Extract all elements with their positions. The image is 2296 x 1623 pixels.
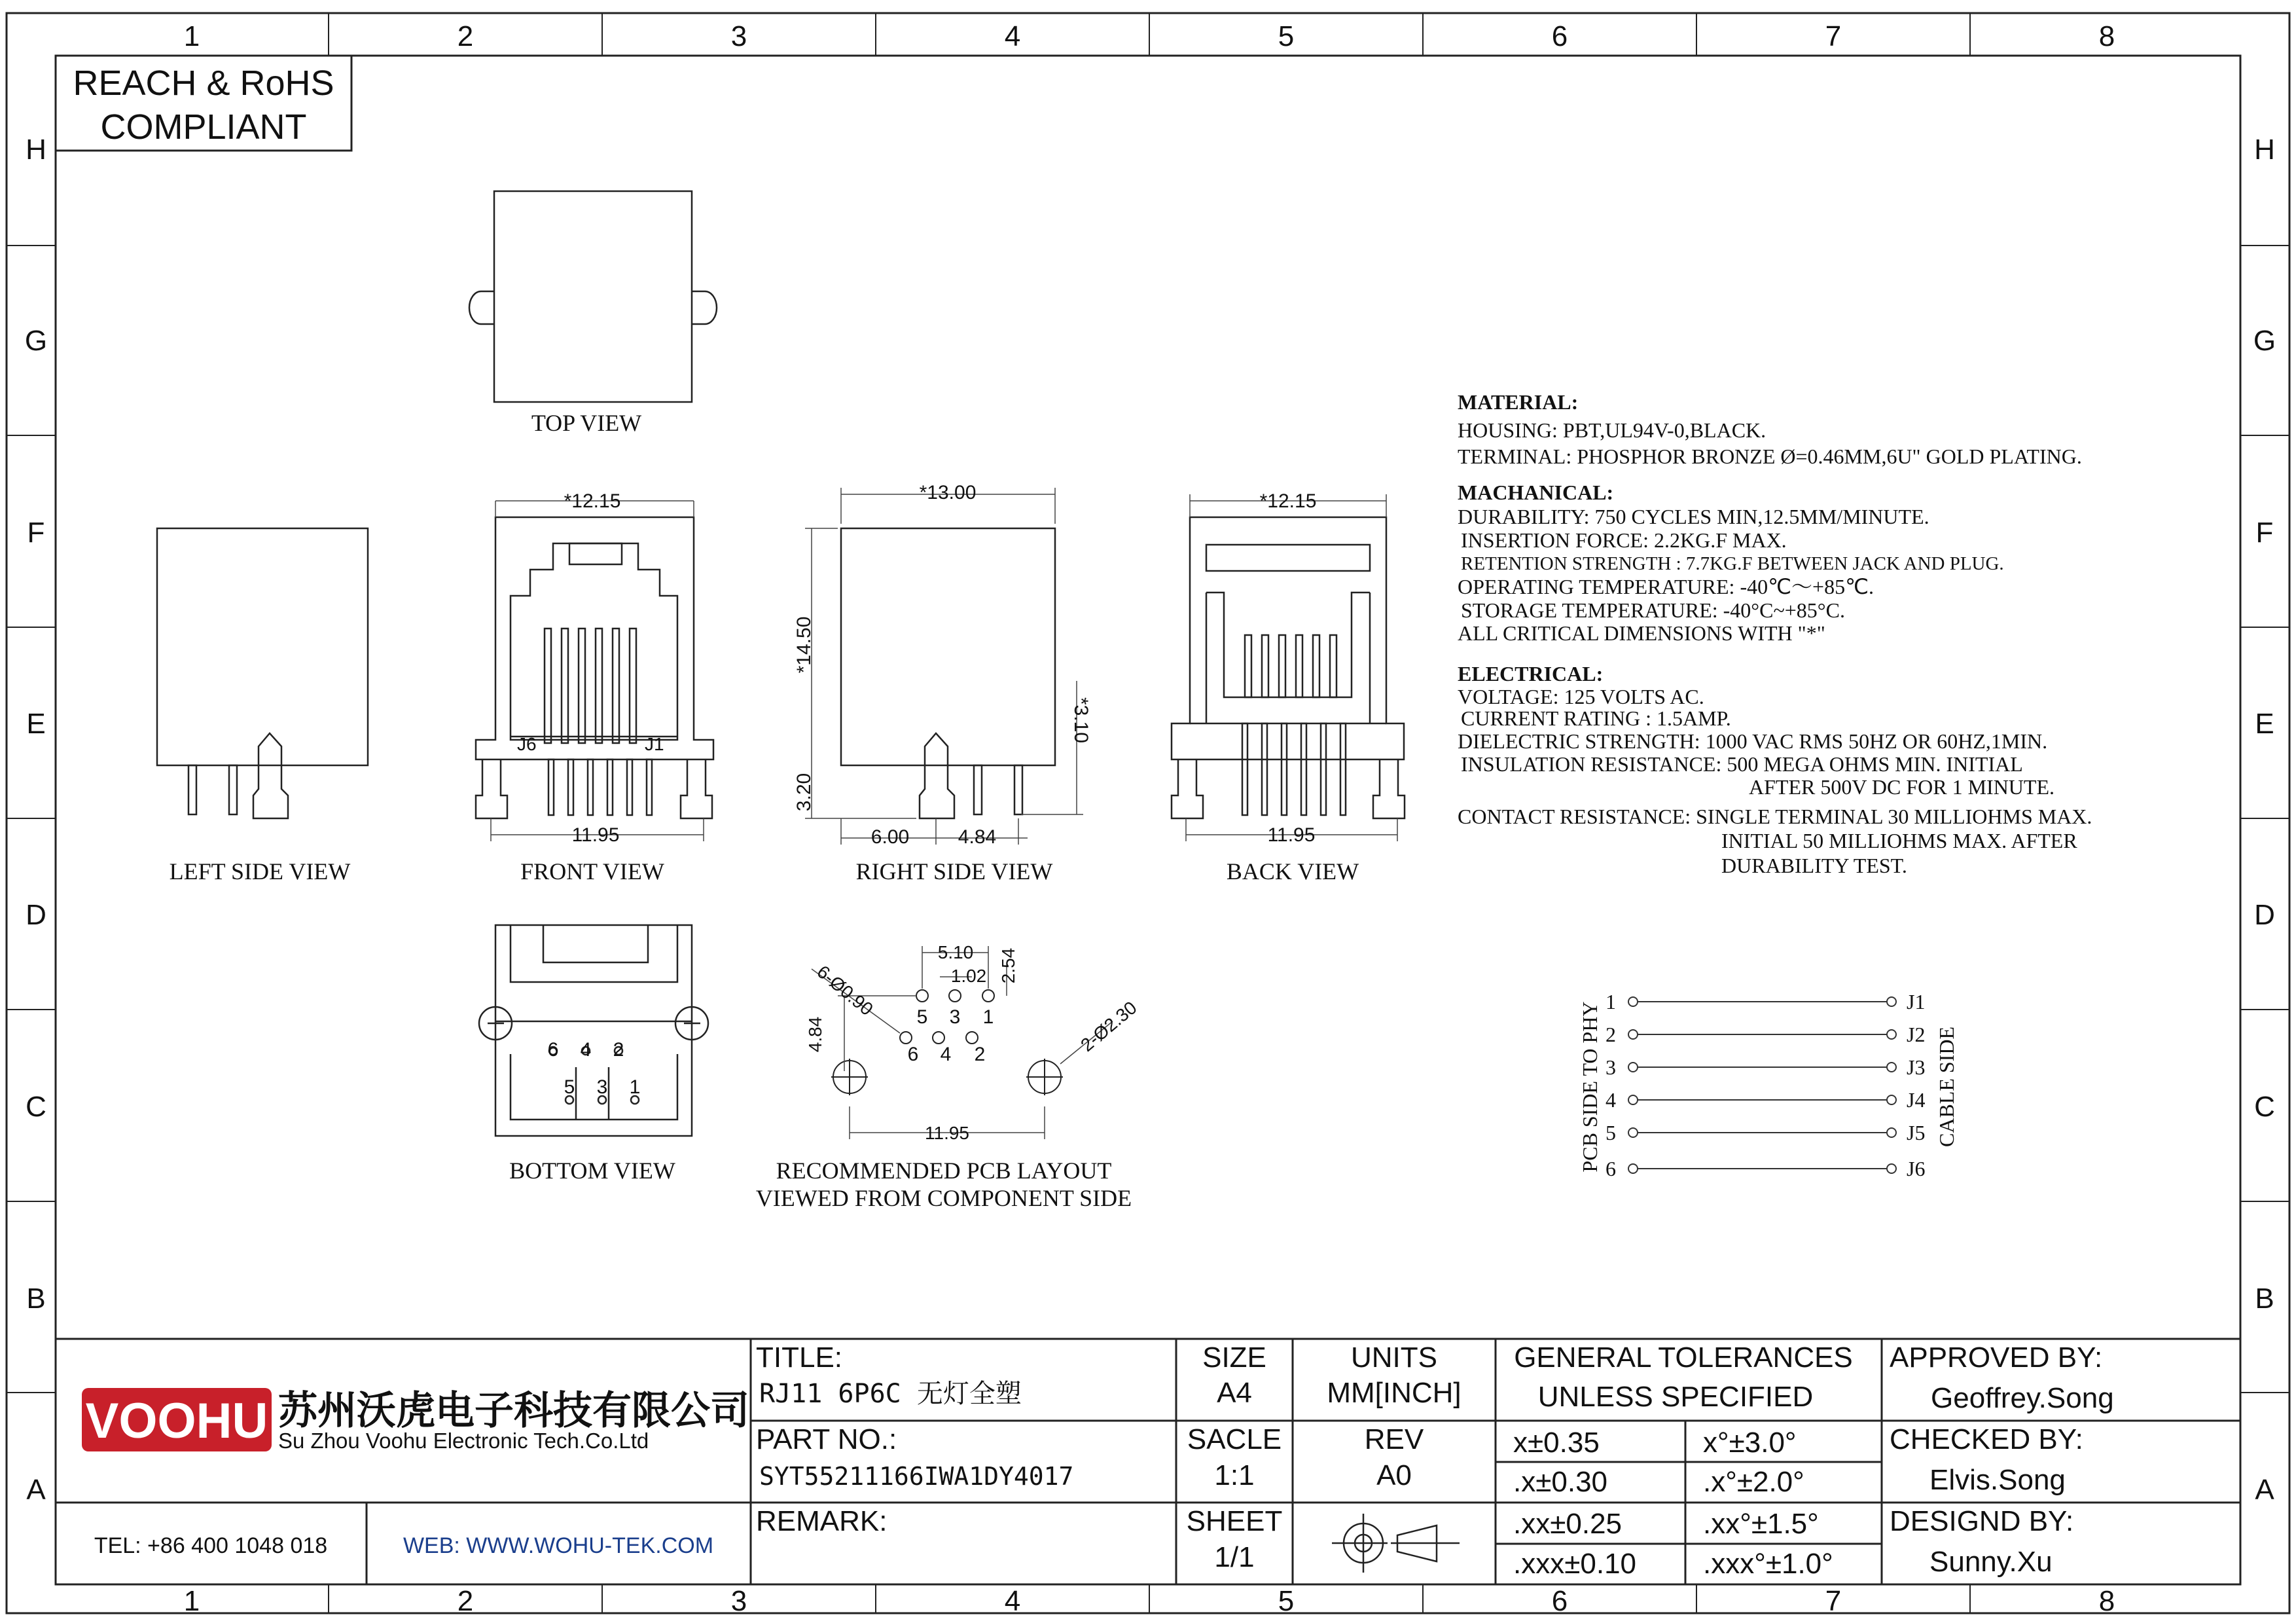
spec-current: CURRENT RATING : 1.5AMP. (1461, 706, 1731, 730)
row-label: A (2255, 1474, 2274, 1506)
col-label: 7 (1825, 1585, 1842, 1617)
checked-by-value: Elvis.Song (1929, 1464, 2066, 1496)
dim-right-board: 3.20 (793, 773, 815, 812)
row-label: E (26, 708, 46, 740)
approved-by-label: APPROVED BY: (1890, 1341, 2103, 1374)
projection-symbol-icon (1332, 1514, 1460, 1573)
front-j6-label: J6 (517, 734, 537, 754)
wiring-jack-label: J1 (1907, 990, 1926, 1013)
right-side-view-dims (805, 488, 1083, 845)
pin-number: 3 (949, 1006, 961, 1028)
size-label: SIZE (1202, 1341, 1266, 1374)
size-value: A4 (1217, 1377, 1252, 1409)
wiring-pin-label: 5 (1605, 1121, 1616, 1144)
tolerance-cell: .xx°±1.5° (1703, 1508, 1819, 1540)
scale-value: 1:1 (1214, 1459, 1255, 1491)
dim-pcb-102: 1.02 (950, 966, 987, 986)
left-side-view-label: LEFT SIDE VIEW (169, 858, 351, 884)
row-label: F (27, 517, 45, 549)
compliance-line2: COMPLIANT (100, 107, 307, 147)
pin-number: 5 (564, 1076, 575, 1098)
wiring-pcb-side-label: PCB SIDE TO PHY (1578, 1001, 1602, 1173)
spec-retention: RETENTION STRENGTH : 7.7KG.F BETWEEN JACK AND PLUG. (1461, 553, 2004, 574)
col-label: 1 (183, 1585, 200, 1617)
front-view (476, 517, 713, 818)
units-label: UNITS (1351, 1341, 1437, 1374)
title-block (56, 1339, 2240, 1584)
wiring-pin-label: 4 (1605, 1088, 1616, 1112)
dim-pcb-1195: 11.95 (925, 1123, 969, 1143)
dim-front-pitch: 11.95 (571, 824, 620, 846)
dim-right-height: *14.50 (793, 616, 815, 674)
row-label: E (2255, 708, 2274, 740)
rev-label: REV (1364, 1423, 1424, 1455)
spec-insertion: INSERTION FORCE: 2.2KG.F MAX. (1461, 528, 1787, 552)
back-view-label: BACK VIEW (1226, 858, 1359, 884)
dim-right-x1: 6.00 (870, 826, 910, 848)
dim-right-pin: *3.10 (1070, 697, 1092, 744)
front-view-dims (491, 501, 704, 841)
pcb-layout-label-1: RECOMMENDED PCB LAYOUT (776, 1158, 1112, 1184)
spec-operating-temp: OPERATING TEMPERATURE: -40℃～+85℃. (1458, 575, 1874, 598)
part-number-value: SYT55211166IWA1DY4017 (759, 1462, 1074, 1491)
row-label: G (24, 325, 48, 357)
tolerance-heading-2: UNLESS SPECIFIED (1537, 1381, 1814, 1413)
front-j1-label: J1 (645, 734, 664, 754)
pin-number: 3 (596, 1076, 608, 1098)
pin-number: 6 (547, 1039, 559, 1061)
wiring-pin-label: 1 (1605, 990, 1616, 1013)
pcb-layout-label-2: VIEWED FROM COMPONENT SIDE (755, 1185, 1132, 1211)
approved-by-value: Geoffrey.Song (1931, 1382, 2114, 1414)
top-view (469, 191, 717, 402)
col-label: 5 (1278, 20, 1295, 52)
bottom-view (479, 925, 708, 1136)
wiring-diagram (1578, 990, 1958, 1180)
row-label: H (2254, 134, 2275, 166)
company-name-en: Su Zhou Voohu Electronic Tech.Co.Ltd (278, 1429, 649, 1453)
pin-number: 2 (974, 1044, 986, 1065)
row-label: B (26, 1283, 46, 1315)
spec-contact: CONTACT RESISTANCE: SINGLE TERMINAL 30 MILLIOHMS MAX. (1458, 805, 2092, 828)
col-label: 8 (2098, 1585, 2115, 1617)
scale-label: SACLE (1187, 1423, 1282, 1455)
compliance-box (56, 56, 351, 151)
row-label: C (2254, 1091, 2275, 1123)
spec-durability: DURABILITY: 750 CYCLES MIN,12.5MM/MINUTE. (1458, 505, 1929, 528)
wiring-pin-label: 6 (1605, 1157, 1616, 1180)
right-side-view (841, 528, 1055, 818)
sheet-value: 1/1 (1214, 1541, 1255, 1573)
right-side-view-label: RIGHT SIDE VIEW (855, 858, 1053, 884)
wiring-pin-label: 3 (1605, 1055, 1616, 1079)
dim-pcb-230: 2-Ø2.30 (1077, 997, 1141, 1056)
spec-storage-temp: STORAGE TEMPERATURE: -40°C~+85°C. (1461, 598, 1845, 622)
company-name-cn: 苏州沃虎电子科技有限公司 (278, 1389, 749, 1432)
spec-critical: ALL CRITICAL DIMENSIONS WITH "*" (1458, 621, 1825, 645)
dim-pcb-090: 6-Ø0.90 (813, 961, 877, 1020)
dim-right-width: *13.00 (919, 482, 977, 503)
units-value: MM[INCH] (1327, 1377, 1462, 1409)
compliance-line1: REACH & RoHS (73, 64, 334, 103)
row-label: B (2255, 1283, 2274, 1315)
front-view-label: FRONT VIEW (520, 858, 664, 884)
tolerance-cell: .xx±0.25 (1513, 1508, 1623, 1540)
pin-number: 4 (940, 1044, 952, 1065)
tolerance-cell: .x±0.30 (1513, 1466, 1608, 1498)
row-label: C (26, 1091, 46, 1123)
tolerance-cell: .xxx°±1.0° (1703, 1548, 1833, 1580)
col-label: 8 (2098, 20, 2115, 52)
dim-back-pitch: 11.95 (1267, 824, 1316, 846)
spec-voltage: VOLTAGE: 125 VOLTS AC. (1458, 685, 1704, 708)
title-label: TITLE: (756, 1341, 843, 1374)
pcb-layout-pins (908, 1006, 994, 1065)
wiring-cable-side-label: CABLE SIDE (1935, 1027, 1958, 1147)
wiring-jack-label: J2 (1907, 1023, 1926, 1046)
wiring-jack-label: J6 (1907, 1157, 1926, 1180)
part-number-label: PART NO.: (756, 1423, 897, 1455)
back-view-dims (1186, 494, 1397, 841)
rev-value: A0 (1376, 1459, 1412, 1491)
spec-dielectric: DIELECTRIC STRENGTH: 1000 VAC RMS 50HZ OR 60HZ,1MIN. (1458, 729, 2048, 753)
col-label: 1 (183, 20, 200, 52)
spec-mechanical-heading: MACHANICAL: (1458, 481, 1614, 504)
col-label: 3 (730, 1585, 747, 1617)
col-label: 7 (1825, 20, 1842, 52)
title-value: RJ11 6P6C 无灯全塑 (759, 1379, 1022, 1409)
pin-number: 1 (629, 1076, 641, 1098)
company-logo-text: VOOHU (85, 1393, 268, 1449)
col-label: 2 (457, 20, 474, 52)
spec-contact-3: DURABILITY TEST. (1721, 854, 1907, 877)
left-side-view (157, 528, 368, 818)
bottom-view-pins (548, 1039, 641, 1098)
row-label: G (2253, 325, 2276, 357)
row-label: D (26, 899, 46, 931)
row-label: H (26, 134, 46, 166)
col-label: 3 (730, 20, 747, 52)
checked-by-label: CHECKED BY: (1890, 1423, 2083, 1455)
spec-contact-2: INITIAL 50 MILLIOHMS MAX. AFTER (1721, 829, 2077, 852)
pin-number: 1 (982, 1006, 994, 1028)
spec-insulation-2: AFTER 500V DC FOR 1 MINUTE. (1749, 775, 2054, 799)
pin-number: 4 (580, 1039, 592, 1061)
sheet-label: SHEET (1186, 1505, 1283, 1537)
back-view (1172, 517, 1405, 818)
specifications (1458, 390, 2092, 877)
bottom-view-label: BOTTOM VIEW (509, 1158, 675, 1184)
wiring-jack-label: J3 (1907, 1055, 1926, 1079)
wiring-jack-label: J4 (1907, 1088, 1926, 1112)
dim-back-width: *12.15 (1259, 490, 1317, 512)
company-web: WEB: WWW.WOHU-TEK.COM (403, 1533, 714, 1558)
company-logo (82, 1388, 272, 1451)
designed-by-value: Sunny.Xu (1929, 1546, 2053, 1578)
wiring-jack-label: J5 (1907, 1121, 1926, 1144)
col-label: 6 (1551, 1585, 1568, 1617)
spec-electrical-heading: ELECTRICAL: (1458, 662, 1604, 685)
spec-housing: HOUSING: PBT,UL94V-0,BLACK. (1458, 418, 1767, 442)
wiring-pin-label: 2 (1605, 1023, 1616, 1046)
pin-number: 5 (916, 1006, 928, 1028)
pin-number: 2 (613, 1039, 624, 1061)
row-label: D (2254, 899, 2275, 931)
tolerance-cell: x°±3.0° (1703, 1427, 1797, 1459)
col-label: 4 (1004, 20, 1021, 52)
dim-pcb-484: 4.84 (805, 1016, 825, 1053)
tolerance-cell: x±0.35 (1513, 1427, 1600, 1459)
dim-front-width: *12.15 (564, 490, 621, 512)
spec-terminal: TERMINAL: PHOSPHOR BRONZE Ø=0.46MM,6U" GOLD PLATING. (1458, 445, 2082, 468)
designed-by-label: DESIGND BY: (1890, 1505, 2074, 1537)
pin-number: 6 (907, 1044, 919, 1065)
tolerance-cell: .xxx±0.10 (1513, 1548, 1637, 1580)
top-view-label: TOP VIEW (531, 410, 642, 436)
remark-label: REMARK: (756, 1505, 888, 1537)
spec-material-heading: MATERIAL: (1458, 390, 1579, 414)
spec-insulation: INSULATION RESISTANCE: 500 MEGA OHMS MIN. INITIAL (1461, 752, 2023, 776)
col-label: 2 (457, 1585, 474, 1617)
dim-right-x2: 4.84 (958, 826, 997, 848)
col-label: 6 (1551, 20, 1568, 52)
company-tel: TEL: +86 400 1048 018 (94, 1533, 328, 1558)
row-label: A (26, 1474, 46, 1506)
col-label: 5 (1278, 1585, 1295, 1617)
col-label: 4 (1004, 1585, 1021, 1617)
dim-pcb-510: 5.10 (937, 942, 974, 962)
tolerance-heading-1: GENERAL TOLERANCES (1514, 1341, 1853, 1374)
tolerance-cell: .x°±2.0° (1703, 1466, 1804, 1498)
row-label: F (2255, 517, 2274, 549)
dim-pcb-254: 2.54 (998, 947, 1018, 984)
